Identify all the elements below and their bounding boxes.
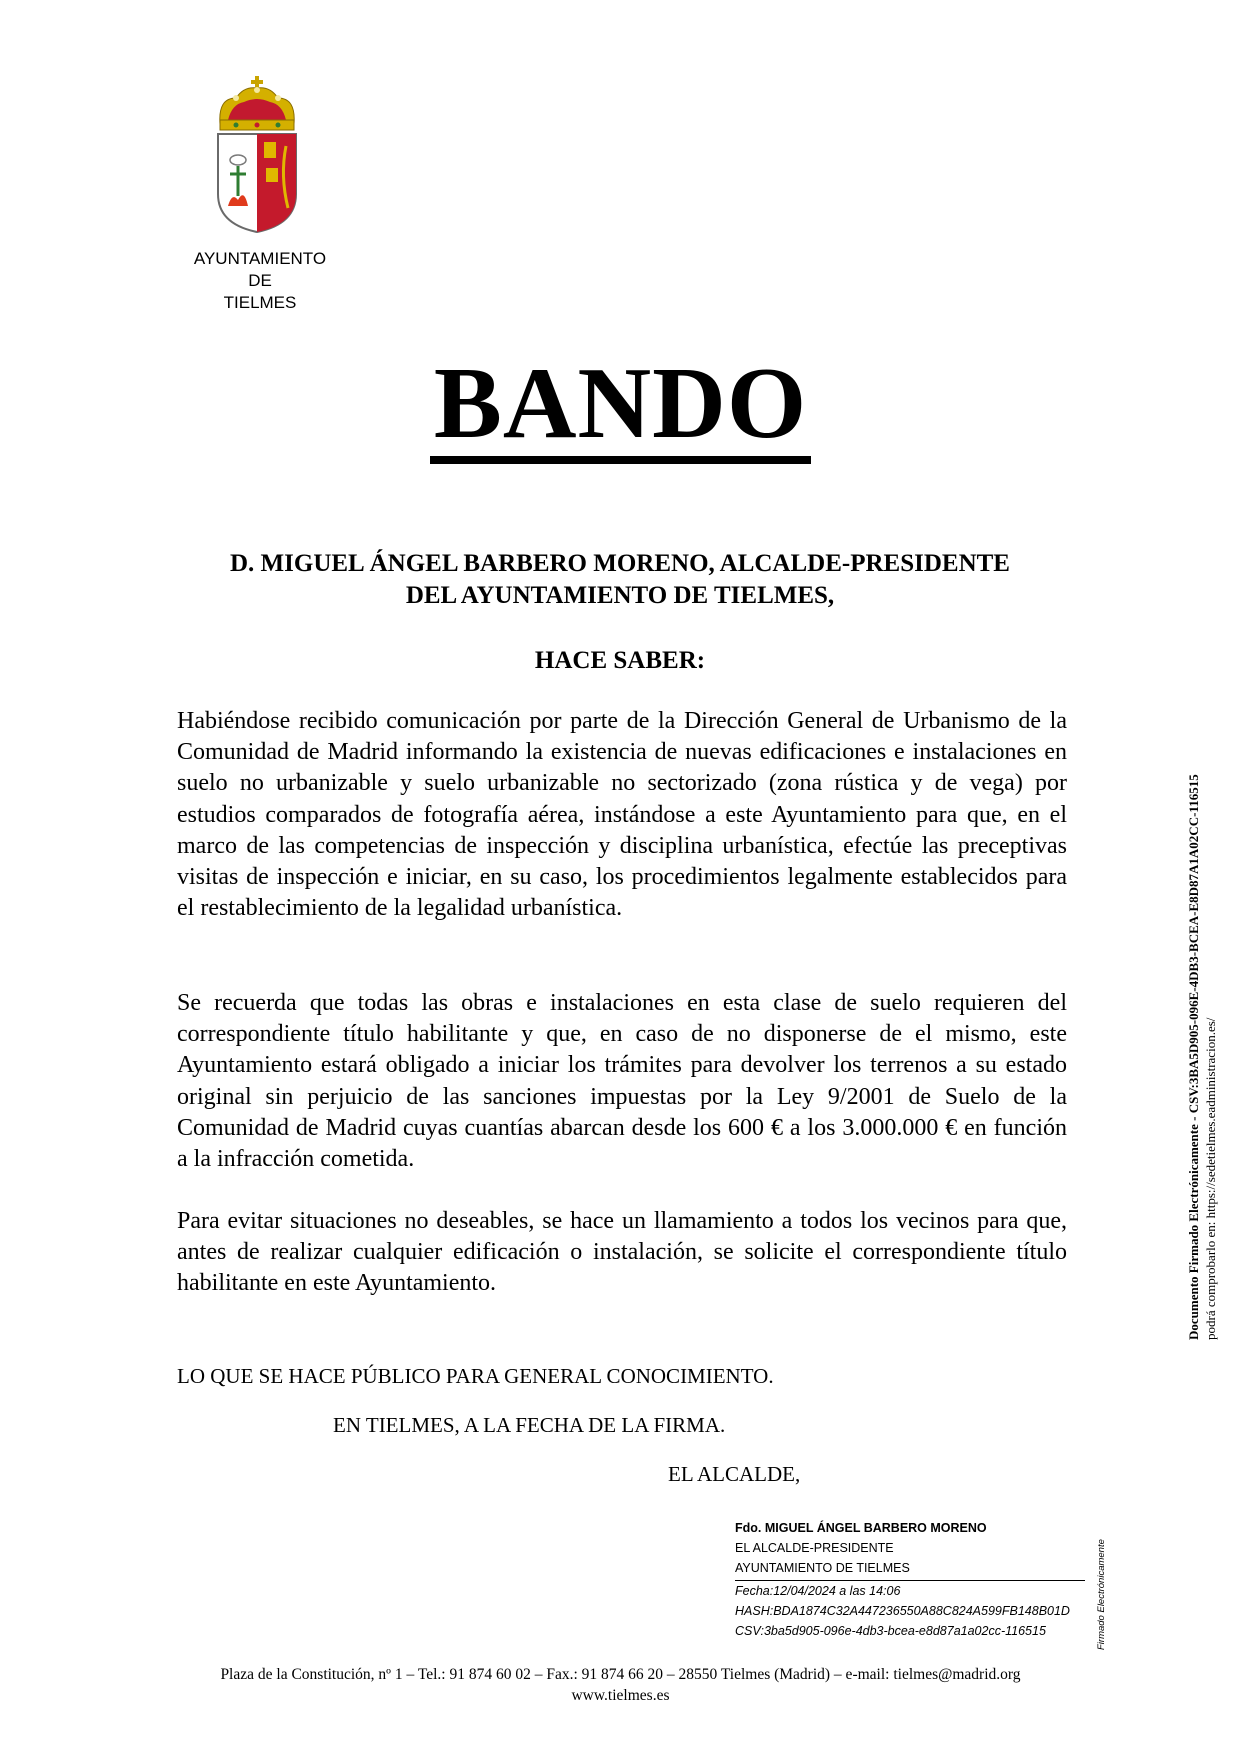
- closing-alcalde: EL ALCALDE,: [668, 1462, 801, 1486]
- hace-saber-heading: HACE SABER:: [534, 647, 706, 674]
- org-line-2: DE: [248, 271, 272, 290]
- document-title: [0, 347, 1241, 464]
- organization-name: [170, 248, 350, 314]
- heading-line-2: DEL AYUNTAMIENTO DE TIELMES,: [405, 582, 835, 609]
- paragraph-2: Se recuerda que todas las obras e instalaciones en esta clase de suelo requieren del correspondiente título habilitante y que, en caso de no disponerse de el mismo, este Ayuntamiento estará obligado a iniciar los trámites para devolver los terrenos a su estado original sin perjuicio de las sanciones impuestas por la Ley 9/2001 de Suelo de la Comunidad de Madrid cuyas cuantías abarcan desde los 600 € a los 3.000.000 € en función a la infracción cometida.: [177, 990, 1067, 1173]
- paragraph-3: Para evitar situaciones no deseables, se hace un llamamiento a todos los vecinos para que, antes de realizar cualquier edificación o instalación, se solicite el correspondiente título habilitante en este Ayuntamiento.: [177, 1208, 1067, 1297]
- signer-name: Fdo. MIGUEL ÁNGEL BARBERO MORENO: [735, 1521, 987, 1535]
- firmado-electronicamente-label: Firmado Electrónicamente: [1096, 1539, 1107, 1650]
- coat-of-arms-icon: [214, 76, 300, 236]
- heading-line-1: D. MIGUEL ÁNGEL BARBERO MORENO, ALCALDE-PRESIDENTE: [230, 550, 1010, 577]
- footer-address: Plaza de la Constitución, nº 1 – Tel.: 91 874 60 02 – Fax.: 91 874 66 20 – 28550 Tielmes (Madrid) – e-mail: tielmes@madrid.org: [220, 1666, 1021, 1683]
- title-text: BANDO: [430, 354, 811, 464]
- signature-csv: CSV:3ba5d905-096e-4db3-bcea-e8d87a1a02cc-116515: [735, 1624, 1046, 1638]
- paragraph-1: Habiéndose recibido comunicación por parte de la Dirección General de Urbanismo de la Comunidad de Madrid informando la existencia de nuevas edificaciones e instalaciones en suelo no urbanizable y suelo urbanizable no sectorizado (zona rústica y de vega) por estudios comparados de fotografía aérea, instándose a este Ayuntamiento para que, en el marco de las competencias de inspección y disciplina urbanística, efectúe las preceptivas visitas de inspección e iniciar, en su caso, los procedimientos legalmente establecidos para el restablecimiento de la legalidad urbanística.: [177, 708, 1067, 922]
- signature-hash: HASH:BDA1874C32A447236550A88C824A599FB148B01D: [735, 1604, 1070, 1618]
- footer-website: www.tielmes.es: [571, 1687, 670, 1704]
- side-stamp-line-2: podrá comprobarlo en: https://sedetielmes.eadministracion.es/: [1203, 1017, 1218, 1340]
- page-footer: [100, 1664, 1141, 1706]
- signer-org: AYUNTAMIENTO DE TIELMES: [735, 1561, 910, 1575]
- closing-fecha: EN TIELMES, A LA FECHA DE LA FIRMA.: [333, 1413, 726, 1437]
- signature-date: Fecha:12/04/2024 a las 14:06: [735, 1584, 901, 1598]
- org-line-1: AYUNTAMIENTO: [193, 249, 327, 268]
- closing-publico: LO QUE SE HACE PÚBLICO PARA GENERAL CONOCIMIENTO.: [177, 1364, 774, 1388]
- issuer-heading: [120, 548, 1120, 612]
- signer-role: EL ALCALDE-PRESIDENTE: [735, 1541, 894, 1555]
- signature-block: [735, 1518, 1085, 1641]
- side-stamp-line-1: Documento Firmado Electrónicamente - CSV:3BA5D905-096E-4DB3-BCEA-E8D87A1A02CC-116515: [1186, 774, 1201, 1340]
- org-line-3: TIELMES: [223, 293, 297, 312]
